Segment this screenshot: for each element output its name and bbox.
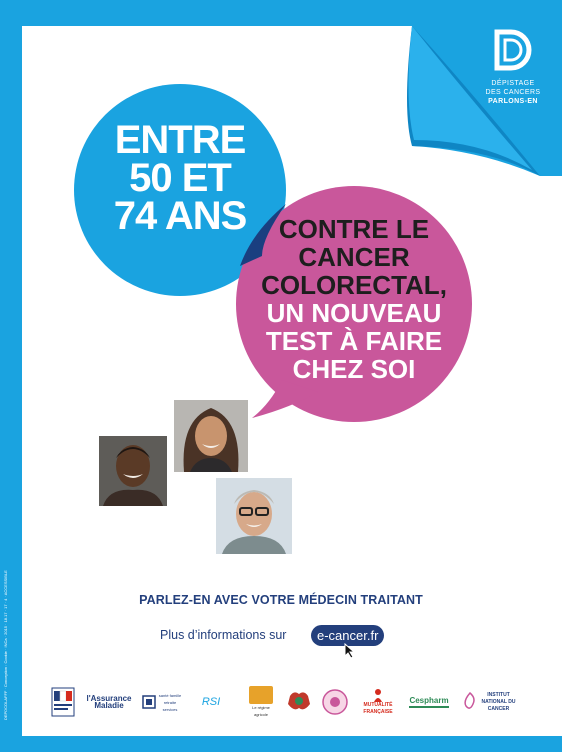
cespharm-label: Cespharm	[409, 695, 449, 705]
sante-ville-logo	[284, 684, 314, 720]
logo-line-2: DES CANCERS	[485, 89, 541, 96]
side-legal-text: DEPDCOLAFFF · Conception : Cookie · INCa · 2015 · 18.17 · 17 · 4 · ACCESSIBLE	[3, 570, 8, 720]
age-line-1: ENTRE	[114, 118, 246, 162]
portrait-woman-smiling	[174, 400, 248, 472]
message-line-4: UN NOUVEAU	[266, 298, 442, 328]
cespharm-logo	[402, 684, 456, 720]
campaign-message	[236, 215, 472, 383]
age-line-2: 50 ET	[129, 156, 231, 200]
cursor-arrow-icon	[344, 643, 358, 659]
message-line-2: CANCER	[298, 242, 410, 272]
regime-agricole-label: Le régime agricole	[252, 705, 270, 717]
message-line-3: COLORECTAL,	[261, 270, 447, 300]
ministry-logo	[50, 684, 76, 720]
rsi-logo	[186, 684, 236, 720]
assurance-maladie-logo	[84, 684, 134, 720]
e-cancer-link[interactable]: e-cancer.fr	[311, 625, 384, 646]
regime-agricole-logo	[246, 684, 276, 720]
message-line-1: CONTRE LE	[278, 214, 430, 244]
portrait-man-smiling	[99, 436, 167, 506]
portrait-man-glasses	[216, 478, 292, 554]
assurance-maladie-label: l'Assurance Maladie	[86, 694, 132, 710]
talk-to-doctor-text: PARLEZ-EN AVEC VOTRE MÉDECIN TRAITANT	[139, 593, 423, 607]
msa-label: santé famille retraite services	[158, 692, 182, 712]
partner-logos	[40, 684, 530, 724]
message-line-5: TEST À FAIRE	[265, 326, 443, 356]
mutualite-logo	[356, 684, 400, 720]
logo-line-1: DÉPISTAGE	[491, 80, 535, 87]
rsi-label: RSI	[201, 695, 221, 708]
msa-logo	[140, 684, 184, 720]
message-line-6: CHEZ SOI	[292, 354, 416, 384]
ligue-logo	[320, 684, 350, 720]
age-line-3: 74 ANS	[113, 194, 247, 238]
logo-line-3: PARLONS-EN	[488, 98, 538, 105]
more-info-text: Plus d’informations sur	[160, 628, 287, 642]
inca-logo	[460, 684, 520, 720]
mutualite-label: MUTUALITÉ FRANÇAISE	[363, 702, 393, 715]
inca-label: INSTITUT NATIONAL DU CANCER	[481, 691, 516, 712]
